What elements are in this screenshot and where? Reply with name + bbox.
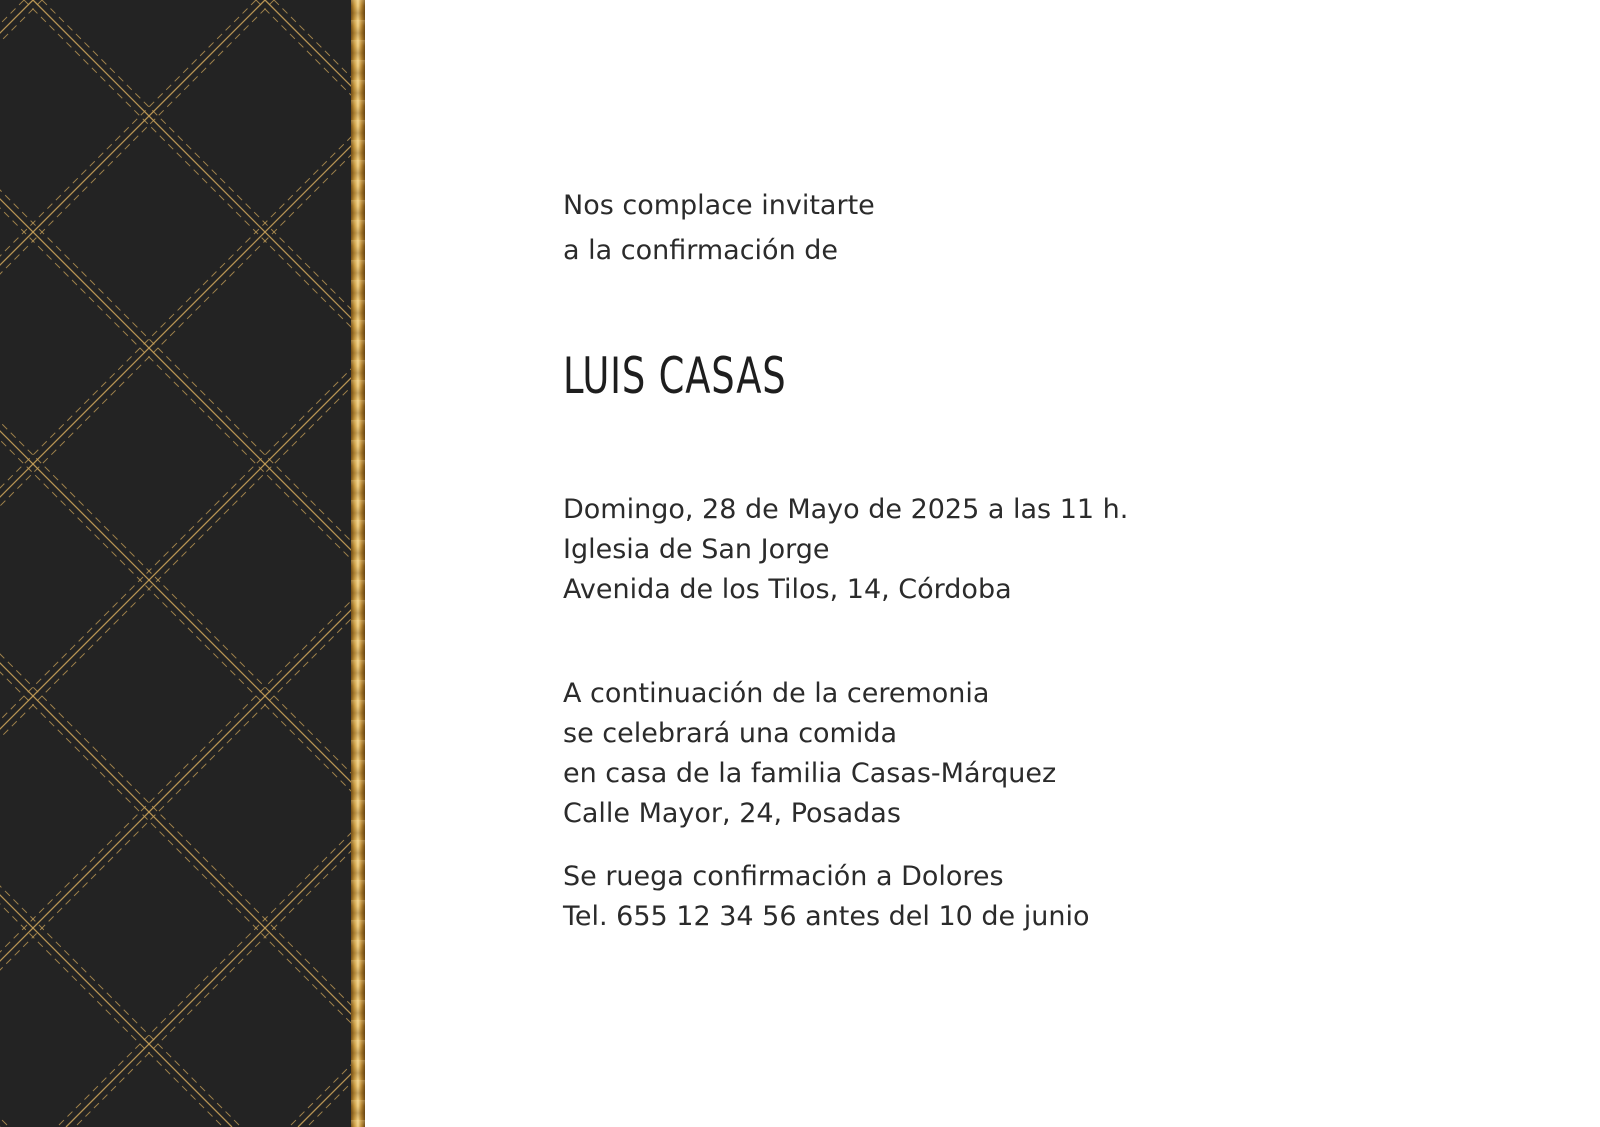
reception-address: Calle Mayor, 24, Posadas	[563, 798, 901, 829]
plaid-line	[0, 0, 351, 1127]
plaid-line	[0, 0, 351, 1127]
plaid-line	[0, 0, 274, 1127]
plaid-line	[0, 0, 351, 1127]
plaid-line	[0, 0, 232, 1127]
plaid-line	[274, 0, 351, 1127]
event-venue: Iglesia de San Jorge	[563, 534, 830, 565]
plaid-line	[265, 0, 351, 1127]
invitation-text	[563, 183, 1463, 937]
plaid-line	[0, 0, 241, 1127]
intro-block	[563, 183, 1463, 273]
plaid-line	[0, 0, 351, 1127]
plaid-line	[0, 0, 351, 1127]
plaid-line	[0, 0, 351, 1127]
gold-foil-border	[351, 0, 365, 1127]
decorative-plaid-panel	[0, 0, 351, 1127]
reception-line: A continuación de la ceremonia	[563, 678, 990, 709]
plaid-line	[0, 0, 351, 1127]
plaid-line	[0, 0, 42, 1127]
plaid-line	[0, 0, 351, 1127]
event-details	[563, 490, 1463, 610]
rsvp-details	[563, 857, 1463, 937]
plaid-line	[0, 0, 351, 1127]
plaid-line	[0, 0, 351, 1127]
rsvp-phone: Tel. 655 12 34 56 antes del 10 de junio	[563, 901, 1090, 932]
plaid-line	[75, 0, 351, 1127]
reception-line: en casa de la familia Casas-Márquez	[563, 758, 1057, 789]
plaid-line	[0, 0, 351, 1127]
plaid-line	[0, 0, 351, 1127]
plaid-line	[289, 0, 351, 1127]
plaid-line	[57, 0, 351, 1127]
plaid-line	[307, 0, 351, 1127]
plaid-line	[0, 0, 351, 1127]
plaid-line	[66, 0, 351, 1127]
plaid-line	[0, 0, 256, 1127]
plaid-line	[0, 0, 351, 1127]
event-date: Domingo, 28 de Mayo de 2025 a las 11 h.	[563, 494, 1129, 525]
reception-line: se celebrará una comida	[563, 718, 898, 749]
intro-line: Nos complace invitarte	[563, 190, 875, 221]
plaid-line	[0, 0, 223, 1127]
plaid-line	[0, 0, 351, 1127]
rsvp-line: Se ruega confirmación a Dolores	[563, 861, 1004, 892]
plaid-line	[298, 0, 351, 1127]
plaid-line	[256, 0, 351, 1127]
plaid-line	[42, 0, 351, 1127]
reception-details	[563, 674, 1463, 834]
plaid-line	[33, 0, 351, 1127]
plaid-line	[0, 0, 351, 1127]
gold-diamond-pattern	[0, 0, 351, 1127]
celebrant-name: LUIS CASAS	[563, 347, 787, 405]
event-address: Avenida de los Tilos, 14, Córdoba	[563, 574, 1012, 605]
plaid-line	[24, 0, 351, 1127]
plaid-line	[0, 0, 351, 1127]
intro-line: a la confirmación de	[563, 235, 839, 266]
plaid-line	[0, 0, 9, 1127]
plaid-line	[0, 0, 351, 1127]
plaid-line	[0, 0, 33, 1127]
